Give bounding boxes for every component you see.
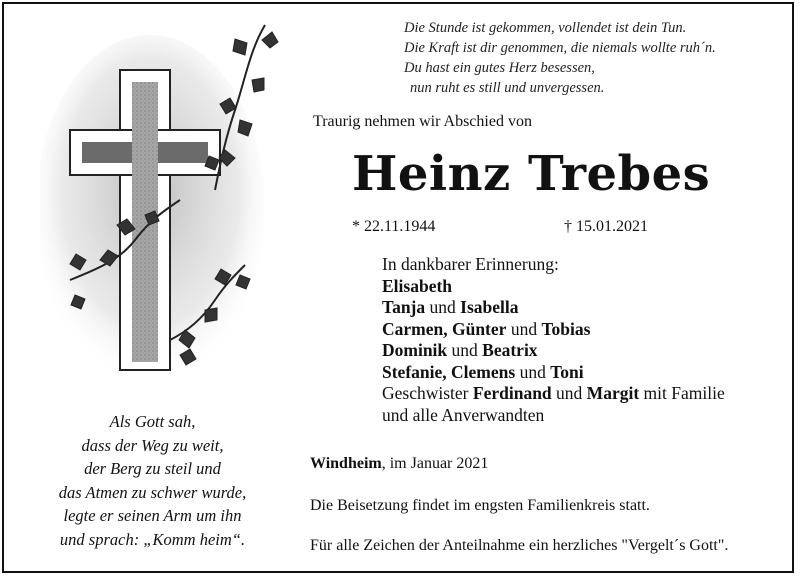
family-line: Stefanie, Clemens und Toni xyxy=(382,361,584,382)
quote-line: das Atmen zu schwer wurde, xyxy=(58,482,247,502)
birth-date: * 22.11.1944 xyxy=(352,218,436,235)
family-line: und alle Anverwandten xyxy=(382,404,545,425)
poem-line: Die Kraft ist dir genommen, die niemals wollte ruh´n. xyxy=(404,40,716,56)
place-date: Windheim, im Januar 2021 xyxy=(310,455,489,472)
death-date: † 15.01.2021 xyxy=(564,218,648,235)
funeral-notice: Die Beisetzung findet im engsten Familienkreis statt. xyxy=(310,497,650,514)
quote-line: und sprach: „Komm heim“. xyxy=(59,529,246,549)
family-line: Carmen, Günter und Tobias xyxy=(382,318,591,339)
poem-line: nun ruht es still und unvergessen. xyxy=(410,80,605,96)
quote-line: legte er seinen Arm um ihn xyxy=(63,506,242,525)
family-line: Tanja und Isabella xyxy=(382,297,519,317)
poem-line: Die Stunde ist gekommen, vollendet ist dein Tun. xyxy=(404,20,687,36)
deceased-name: Heinz Trebes xyxy=(352,146,711,202)
poem xyxy=(404,18,716,98)
thanks-notice: Für alle Zeichen der Anteilnahme ein herzliches "Vergelt´s Gott". xyxy=(310,537,729,554)
quote-line: der Berg zu steil und xyxy=(84,459,221,478)
memorial-quote xyxy=(20,410,285,551)
family-line: Dominik und Beatrix xyxy=(382,340,538,360)
intro-text: Traurig nehmen wir Abschied von xyxy=(313,113,532,130)
poem-line: Du hast ein gutes Herz besessen, xyxy=(404,60,595,76)
quote-line: dass der Weg zu weit, xyxy=(81,435,224,455)
cross-with-ivy-icon xyxy=(40,10,300,400)
quote-line: Als Gott sah, xyxy=(109,412,196,431)
family-line: Elisabeth xyxy=(382,275,453,296)
family-list xyxy=(382,254,725,426)
family-heading: In dankbarer Erinnerung: xyxy=(382,254,559,274)
family-line: Geschwister Ferdinand und Margit mit Familie xyxy=(382,383,725,403)
